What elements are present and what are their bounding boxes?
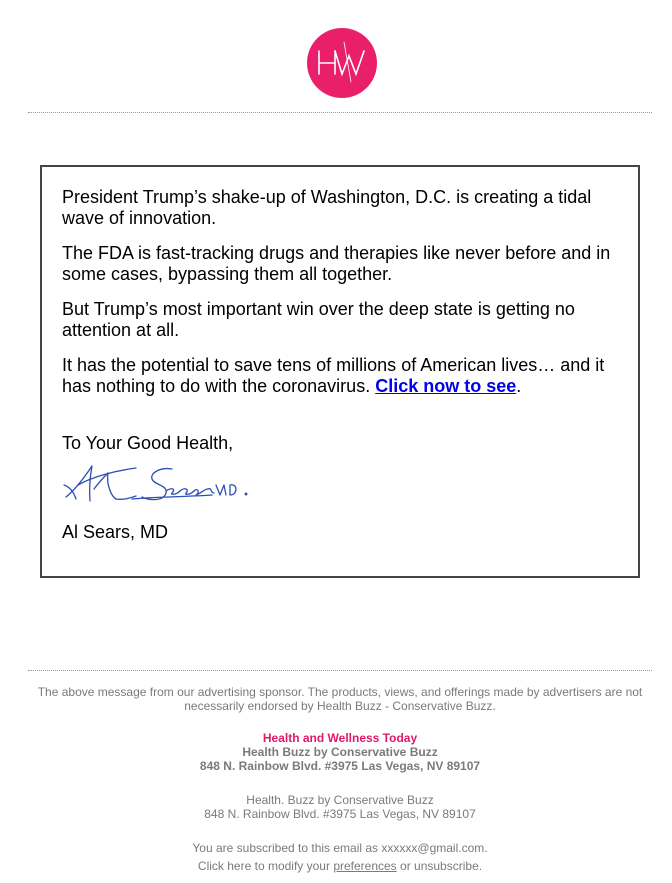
message-paragraph-4 [62, 355, 618, 397]
sponsor-company: Health Buzz by Conservative Buzz [242, 745, 438, 759]
sponsor-block [28, 731, 652, 773]
message-box [40, 165, 640, 578]
sponsor-address: 848 N. Rainbow Blvd. #3975 Las Vegas, NV 89107 [199, 759, 481, 773]
hw-logo-mark [307, 28, 377, 98]
email-header [0, 0, 672, 114]
handwritten-signature [62, 463, 262, 507]
subscription-info: You are subscribed to this email as xxxxxx@gmail.com. [192, 841, 488, 855]
hw-logo [307, 28, 377, 98]
signature-image [62, 463, 262, 507]
publisher-block [28, 793, 652, 821]
preferences-link[interactable]: preferences [333, 859, 397, 873]
message-paragraph-1: President Trump’s shake-up of Washington, D.C. is creating a tidal wave of innovation. [62, 187, 592, 228]
preferences-line [28, 859, 652, 873]
modify-suffix: or unsubscribe. [400, 859, 483, 873]
author-name: Al Sears, MD [62, 522, 169, 542]
cta-period: . [516, 376, 522, 396]
modify-prefix: Click here to modify your [197, 859, 330, 873]
advertiser-disclaimer: The above message from our advertising sponsor. The products, views, and offerings made by advertisers are not necessarily endorsed by Health Buzz - Conservative Buzz. [37, 685, 643, 713]
closing-salutation: To Your Good Health, [62, 433, 234, 453]
message-paragraph-3: But Trump’s most important win over the deep state is getting no attention at all. [62, 299, 575, 340]
header-divider [28, 112, 652, 113]
message-paragraph-2: The FDA is fast-tracking drugs and therapies like never before and in some cases, bypassing them all together. [62, 243, 611, 284]
message-paragraph-4-text: It has the potential to save tens of millions of American lives… and it has nothing to do with the coronavirus. [62, 355, 605, 396]
footer-divider [28, 670, 652, 671]
publisher-address: 848 N. Rainbow Blvd. #3975 Las Vegas, NV 89107 [204, 807, 476, 821]
sponsor-name: Health and Wellness Today [262, 731, 418, 745]
publisher-name: Health. Buzz by Conservative Buzz [246, 793, 434, 807]
message-body [62, 187, 618, 411]
click-now-link[interactable]: Click now to see [375, 376, 517, 396]
